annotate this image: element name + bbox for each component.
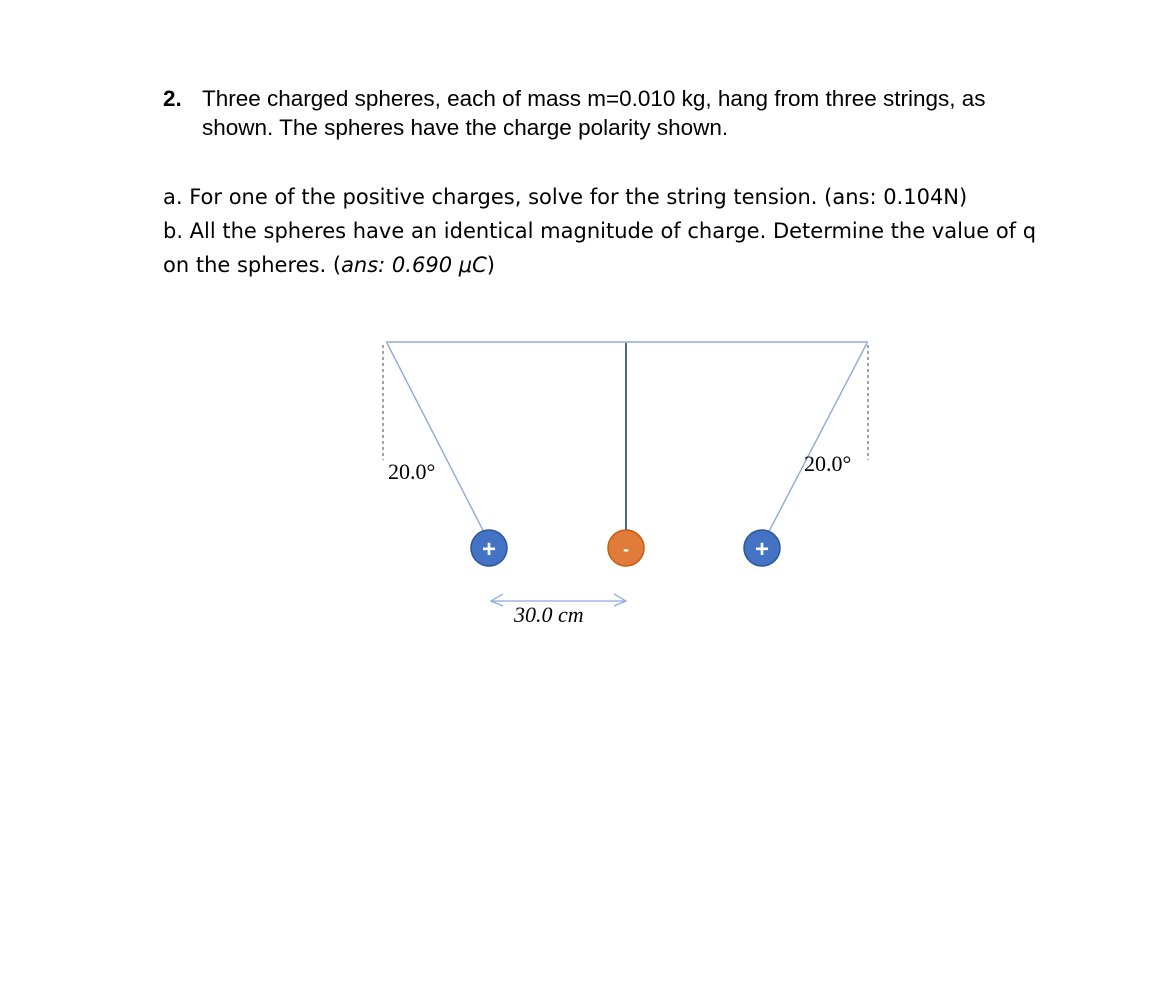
part-b-answer: ans: 0.690 μC [341, 253, 487, 277]
problem-number: 2. [163, 86, 182, 111]
left-sphere-sign: + [481, 536, 497, 563]
part-b-suffix: ) [486, 253, 495, 277]
part-a: a. For one of the positive charges, solve for the string tension. (ans: 0.104N) [163, 185, 968, 209]
distance-arrow-left-head [491, 594, 503, 606]
center-sphere-sign: - [623, 539, 629, 559]
left-angle-label: 20.0° [388, 459, 436, 484]
left-string [387, 343, 489, 542]
right-sphere-sign: + [754, 536, 770, 563]
center-negative-sphere [608, 530, 644, 566]
right-string [764, 343, 867, 541]
problem-statement-line-1: Three charged spheres, each of mass m=0.010 kg, hang from three strings, as [202, 86, 986, 111]
right-positive-sphere [744, 530, 780, 566]
distance-label: 30.0 cm [514, 602, 584, 627]
right-angle-label: 20.0° [804, 451, 852, 476]
part-b-line-1: b. All the spheres have an identical magnitude of charge. Determine the value of q [163, 219, 1037, 243]
part-b-prefix: on the spheres. ( [163, 253, 342, 277]
distance-arrow-right-head [614, 594, 626, 606]
problem-statement-line-2: shown. The spheres have the charge polarity shown. [202, 115, 729, 140]
left-positive-sphere [471, 530, 507, 566]
